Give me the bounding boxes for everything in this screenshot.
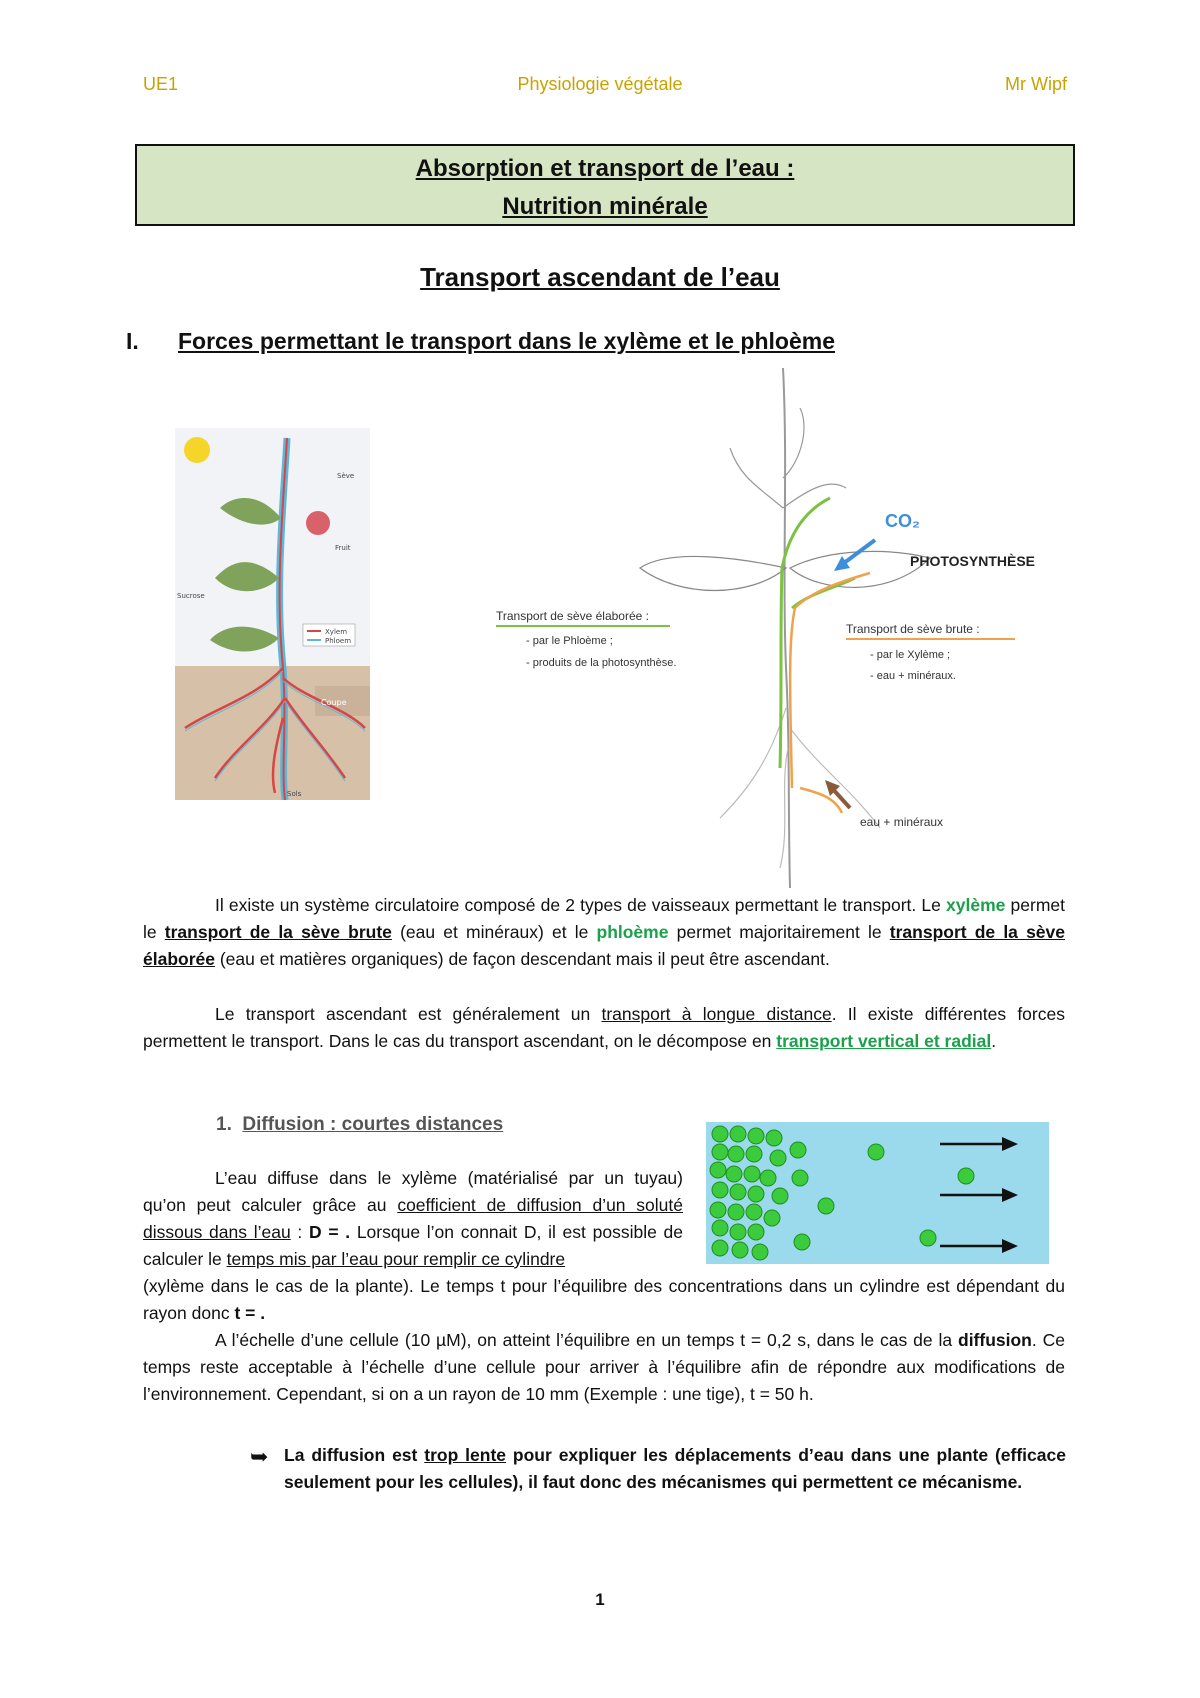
paragraph-2 (143, 1001, 1065, 1055)
p4-text-c: . Ce temps reste acceptable à l’échelle d’une cellule pour arriver à l’équilibre afin de répondre aux modifications de l’environnement. Cependant, si on a un rayon de 10 mm (Exemple : une tige), t = 50 h. (143, 1330, 1065, 1404)
p1-text-g: permet majoritairement le (668, 922, 890, 942)
p3-text-c: : (290, 1222, 309, 1242)
subsection-heading (216, 1114, 503, 1136)
title-line2: Nutrition minérale (502, 193, 708, 220)
paragraph-3-part1 (143, 1165, 683, 1273)
label-sols: Sols (287, 790, 302, 798)
right-annot-title: Transport de sève brute : (846, 622, 980, 636)
p1-text-c: permet le (143, 895, 1066, 942)
conc-text-c: pour expliquer les déplacements d’eau dans une plante (efficace seulement pour les cellules), il faut donc des mécanismes qui permettent ce mécanisme. (284, 1445, 1066, 1492)
paragraph-3-part2 (143, 1273, 1065, 1327)
section-heading (126, 328, 835, 355)
p1-text-i: (eau et matières organiques) de façon descendant mais il peut être ascendant. (214, 949, 830, 969)
page-number: 1 (595, 1590, 605, 1609)
plant-vessels-figure (175, 428, 370, 800)
label-sucrose: Sucrose (177, 592, 205, 600)
p2-text-c: . Il existe différentes forces permettent le transport. Dans le cas du transport ascendant, on le décompose en (143, 1004, 1065, 1051)
label-coupe: Coupe (321, 698, 347, 707)
p2-text-e: . (991, 1031, 997, 1051)
legend-xylem: Xylem (325, 628, 348, 636)
p3-text-a: L’eau diffuse dans le xylème (matérialisé par un tuyau) qu’on peut calculer grâce au (143, 1168, 683, 1215)
p3-coefficient: coefficient de diffusion d’un soluté dissous dans l’eau (143, 1195, 684, 1242)
conclusion (284, 1442, 1066, 1496)
p3-formula-d: D = . (308, 1222, 351, 1242)
p1-text-e: (eau et minéraux) et le (391, 922, 597, 942)
header-right: Mr Wipf (1005, 74, 1067, 94)
label-fruit: Fruit (335, 544, 351, 552)
page-subtitle: Transport ascendant de l’eau (420, 262, 780, 292)
left-annot-l1: - par le Phloème ; (526, 635, 613, 647)
p3-text-e: Lorsque l’on connait D, il est possible de calculer le (143, 1222, 683, 1269)
p1-seve-elaboree: transport de la sève élaborée (143, 922, 1066, 969)
label-seve: Sève (337, 472, 355, 480)
subsection-number: 1. (216, 1114, 232, 1135)
sun-icon (184, 437, 210, 463)
section-number: I. (126, 328, 139, 354)
bottom-annot: eau + minéraux (860, 815, 944, 829)
p4-text-a: A l’échelle d’une cellule (10 µM), on atteint l’équilibre en un temps t = 0,2 s, dans le cas de la (215, 1330, 958, 1350)
p2-text-a: Le transport ascendant est généralement un (215, 1004, 602, 1024)
photosynthese-label: PHOTOSYNTHÈSE (910, 553, 1035, 569)
arrow-icon: ➥ (250, 1444, 269, 1469)
left-annot-title: Transport de sève élaborée : (496, 609, 649, 623)
title-line1: Absorption et transport de l’eau : (415, 155, 795, 182)
right-annot-l2: - eau + minéraux. (870, 670, 956, 682)
title-box (135, 144, 1075, 226)
conc-text-a: La diffusion est (284, 1445, 425, 1465)
sap-transport-figure (490, 368, 1080, 888)
p1-xyleme: xylème (946, 895, 1006, 915)
paragraph-1 (143, 892, 1065, 973)
header-left: UE1 (143, 74, 179, 94)
right-annot-l1: - par le Xylème ; (870, 649, 951, 661)
p4-diffusion: diffusion (958, 1330, 1032, 1350)
p1-text-a: Il existe un système circulatoire composé de 2 types de vaisseaux permettant le transport. Le (215, 895, 947, 915)
conc-trop-lente: trop lente (424, 1445, 507, 1465)
p1-phloeme: phloème (596, 922, 669, 942)
paragraph-4 (143, 1327, 1065, 1408)
p3-temps: temps mis par l’eau pour remplir ce cylindre (226, 1249, 566, 1269)
p3-text-g: (xylème dans le cas de la plante). Le temps t pour l’équilibre des concentrations dans un cylindre est dépendant du rayon donc (143, 1276, 1065, 1323)
diffusion-figure (706, 1122, 1049, 1264)
left-annot-l2: - produits de la photosynthèse. (526, 657, 677, 669)
header-center: Physiologie végétale (517, 74, 683, 94)
co2-label: CO₂ (885, 511, 920, 531)
p2-longue-distance: transport à longue distance (601, 1004, 832, 1024)
subsection-title: Diffusion : courtes distances (242, 1114, 504, 1135)
p1-seve-brute: transport de la sève brute (164, 922, 392, 942)
fruit-icon (306, 511, 330, 535)
p3-formula-t: t = . (234, 1303, 266, 1323)
section-title: Forces permettant le transport dans le xylème et le phloème (178, 328, 835, 354)
legend-phloem: Phloem (325, 637, 352, 645)
p2-vertical-radial: transport vertical et radial (776, 1031, 992, 1051)
